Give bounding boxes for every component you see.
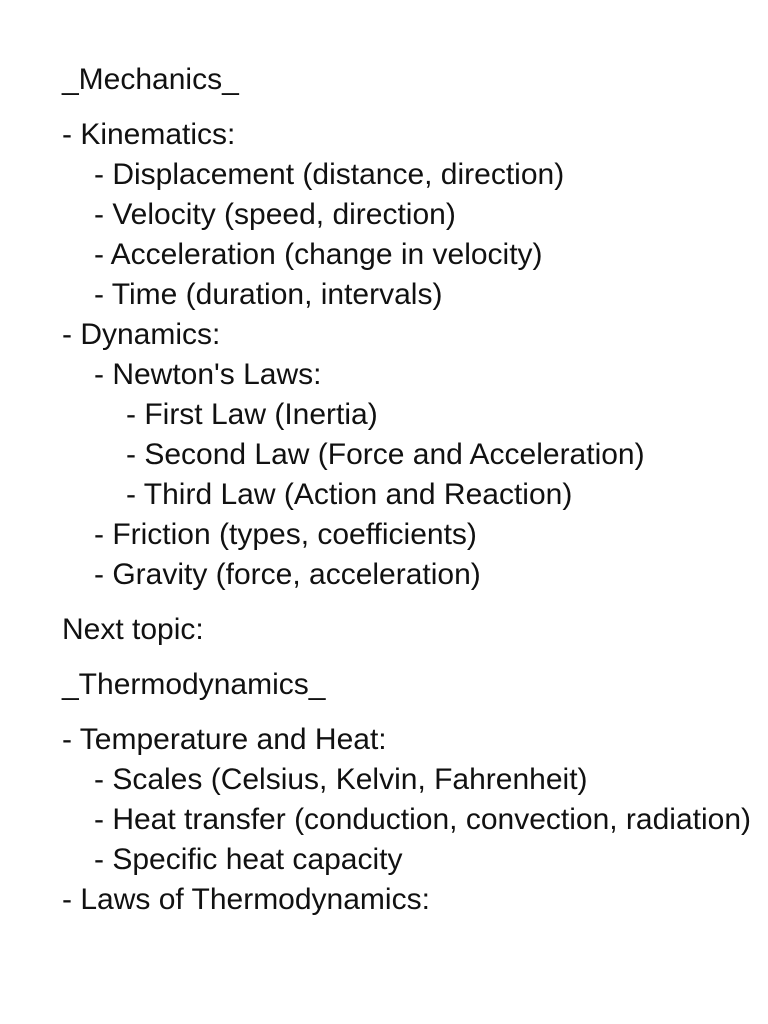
outline-line: - Temperature and Heat: bbox=[62, 723, 387, 756]
thermodynamics-outline bbox=[62, 720, 752, 920]
outline-line: - Dynamics: bbox=[62, 318, 221, 351]
outline-line: - Velocity (speed, direction) bbox=[94, 198, 456, 231]
outline-line: - Time (duration, intervals) bbox=[94, 278, 443, 311]
outline-line: - Laws of Thermodynamics: bbox=[62, 883, 430, 916]
outline-line: - Scales (Celsius, Kelvin, Fahrenheit) bbox=[94, 763, 588, 796]
mechanics-outline bbox=[62, 115, 752, 595]
outline-line: - Friction (types, coefficients) bbox=[94, 518, 477, 551]
thermodynamics-heading: _Thermodynamics_ bbox=[62, 668, 326, 701]
outline-line: - Heat transfer (conduction, convection, radiation) bbox=[94, 803, 751, 836]
mechanics-heading: _Mechanics_ bbox=[62, 63, 239, 96]
outline-line: - Third Law (Action and Reaction) bbox=[126, 478, 573, 511]
outline-line: - Specific heat capacity bbox=[94, 843, 403, 876]
outline-line: - Displacement (distance, direction) bbox=[94, 158, 565, 191]
note-body bbox=[62, 60, 752, 920]
outline-line: - Newton's Laws: bbox=[94, 358, 322, 391]
outline-line: - First Law (Inertia) bbox=[126, 398, 378, 431]
outline-line: - Gravity (force, acceleration) bbox=[94, 558, 481, 591]
next-topic-label: Next topic: bbox=[62, 613, 204, 646]
outline-line: - Acceleration (change in velocity) bbox=[94, 238, 543, 271]
outline-line: - Kinematics: bbox=[62, 118, 236, 151]
outline-line: - Second Law (Force and Acceleration) bbox=[126, 438, 645, 471]
